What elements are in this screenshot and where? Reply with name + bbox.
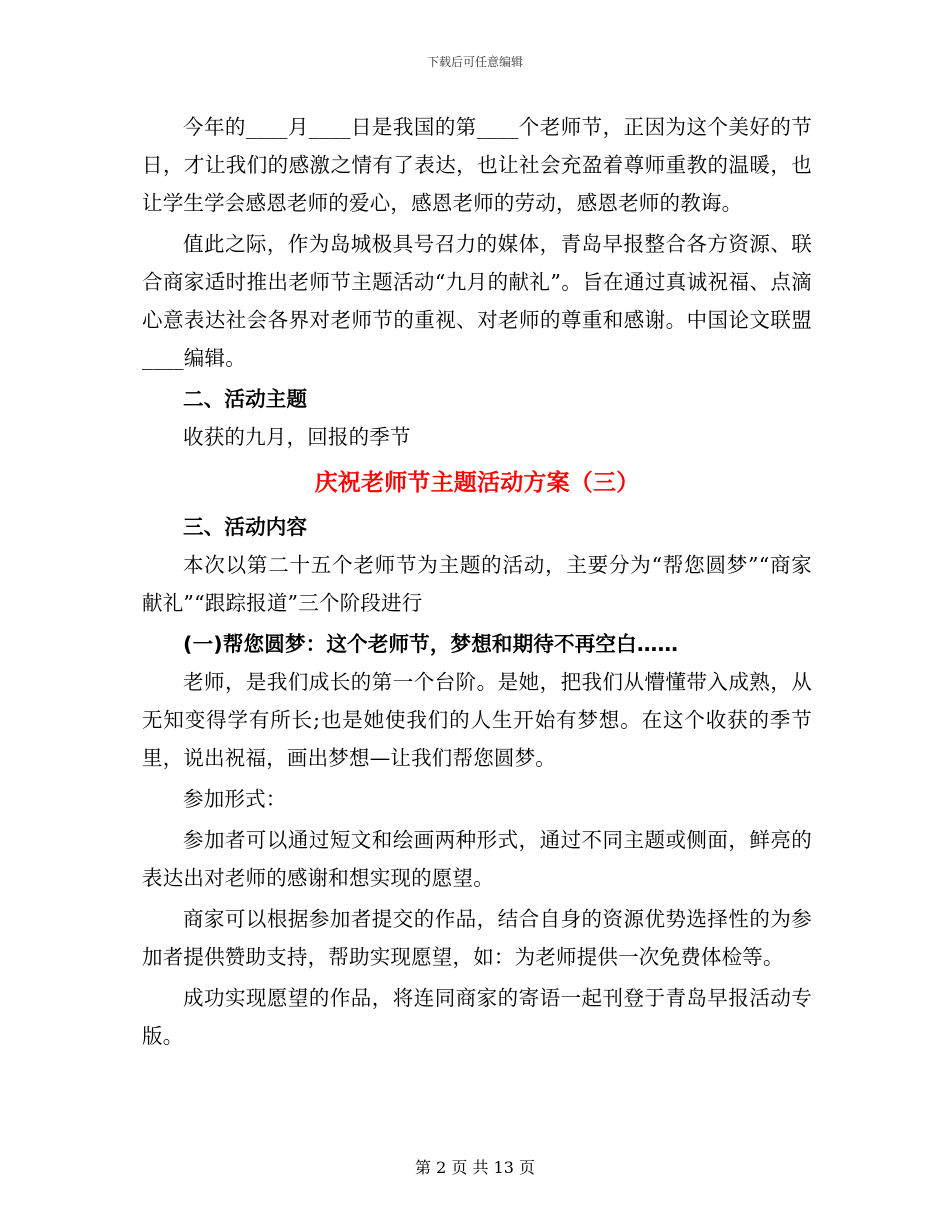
- paragraph-teacher: 老师，是我们成长的第一个台阶。是她，把我们从懵懂带入成熟，从无知变得学有所长;也是她使我们的人生开始有梦想。在这个收获的季节里，说出祝福，画出梦想—让我们帮您圆梦。: [142, 670, 812, 770]
- subsection-heading-dream: (一)帮您圆梦：这个老师节，梦想和期待不再空白……: [183, 632, 679, 656]
- section-heading-theme: 二、活动主题: [183, 387, 308, 411]
- paragraph-participation-label: 参加形式：: [183, 787, 287, 811]
- page-footer: 第 2 页 共 13 页: [415, 1158, 535, 1177]
- paragraph-merchants: 商家可以根据参加者提交的作品，结合自身的资源优势选择性的为参加者提供赞助支持，帮助实现愿望，如：为老师提供一次免费体检等。: [142, 907, 812, 969]
- paragraph-theme: 收获的九月，回报的季节: [183, 425, 411, 449]
- section-heading-content: 三、活动内容: [183, 515, 308, 539]
- paragraph-stages: 本次以第二十五个老师节为主题的活动，主要分为“帮您圆梦”“商家献礼”“跟踪报道”三个阶段进行: [142, 553, 812, 615]
- document-title: 庆祝老师节主题活动方案（三）: [314, 470, 640, 496]
- paragraph-context: 值此之际，作为岛城极具号召力的媒体，青岛早报整合各方资源、联合商家适时推出老师节主题活动“九月的献礼”。旨在通过真诚祝福、点滴心意表达社会各界对老师节的重视、对老师的尊重和感谢。中国论文联盟____编辑。: [142, 232, 812, 370]
- paragraph-intro: 今年的____月____日是我国的第____个老师节，正因为这个美好的节日，才让我们的感激之情有了表达，也让社会充盈着尊师重教的温暖，也让学生学会感恩老师的爱心，感恩老师的劳动，感恩老师的教诲。: [142, 115, 812, 215]
- document-body: [142, 108, 812, 1055]
- paragraph-publication: 成功实现愿望的作品，将连同商家的寄语一起刊登于青岛早报活动专版。: [142, 986, 812, 1048]
- page-header: 下载后可任意编辑: [426, 55, 523, 69]
- paragraph-participation: 参加者可以通过短文和绘画两种形式，通过不同主题或侧面，鲜亮的表达出对老师的感谢和想实现的愿望。: [142, 828, 812, 890]
